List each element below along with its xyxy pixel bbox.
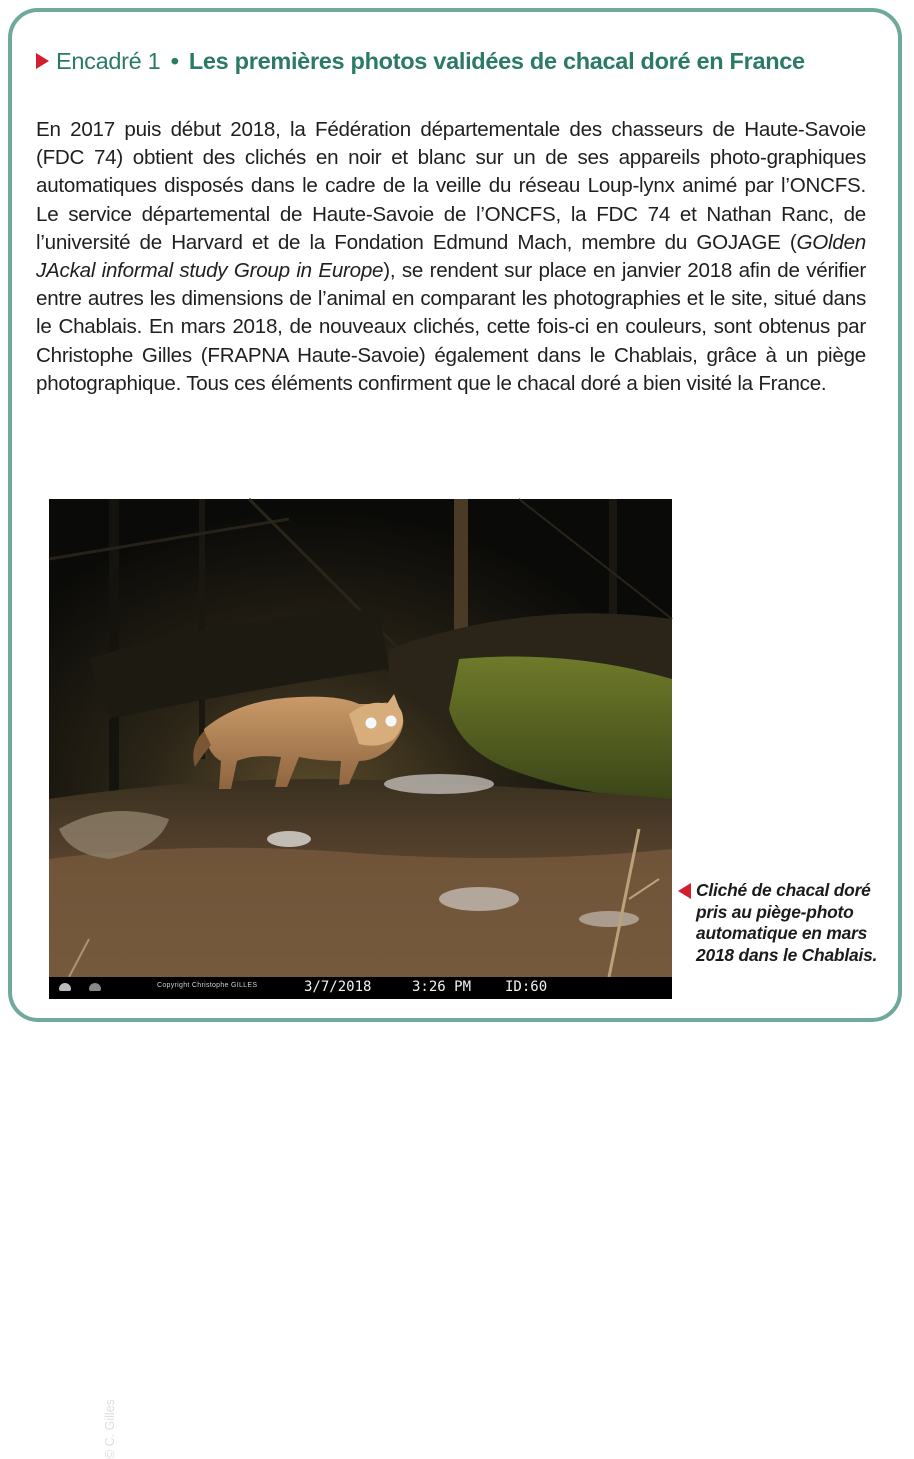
heading-bullet: •	[170, 48, 179, 74]
camera-time: 3:26 PM	[412, 979, 472, 995]
camera-copyright: Copyright Christophe GILLES	[157, 982, 258, 989]
camera-id: ID:60	[505, 979, 548, 995]
box-title: Les premières photos validées de chacal doré en France	[188, 48, 805, 74]
box-label: Encadré	[56, 48, 142, 74]
caption-text: Cliché de chacal doré pris au piège-photo automatique en mars 2018 dans le Chablais.	[696, 880, 878, 965]
photo-caption	[696, 880, 896, 966]
temperature-icon	[89, 983, 101, 991]
camera-date: 3/7/2018	[304, 979, 372, 995]
box-number: 1	[147, 48, 161, 74]
photo-credit: © C. Gilles	[103, 1399, 117, 1459]
trail-camera-photo	[49, 499, 672, 1459]
body-text-italic: GOlden JAckal informal study Group in Europe	[36, 230, 866, 283]
red-left-triangle-icon	[678, 883, 691, 899]
red-triangle-icon	[36, 53, 49, 69]
jackal-photo-image	[49, 499, 672, 977]
body-text-part1: En 2017 puis début 2018, la Fédération départementale des chasseurs de Haute-Savoie (FDC 74) obtient des clichés en noir et blanc sur un de ses appareils photo-graphiques automatiques disposés dans le cadre de la veille du réseau Loup-lynx animé par l’ONCFS. Le service départemental de Haute-Savoie de l’ONCFS, la FDC 74 et Nathan Ranc, de l’université de Harvard et de la Fondation Edmund Mach, membre du GOJAGE (	[36, 118, 866, 254]
body-paragraph	[36, 116, 866, 398]
body-text-part2: ), se rendent sur place en janvier 2018 afin de vérifier entre autres les dimensions de l’animal en comparant les photographies et le site, situé dans le Chablais. En mars 2018, de nouveaux clichés, cette fois-ci en couleurs, sont obtenus par Christophe Gilles (FRAPNA Haute-Savoie) également dans le Chablais, grâce à un piège photographique. Tous ces éléments confirment que le chacal doré a bien visité la France.	[36, 259, 866, 395]
camera-info-strip	[49, 977, 672, 999]
moon-phase-icon	[59, 983, 71, 991]
box-heading	[36, 48, 876, 75]
